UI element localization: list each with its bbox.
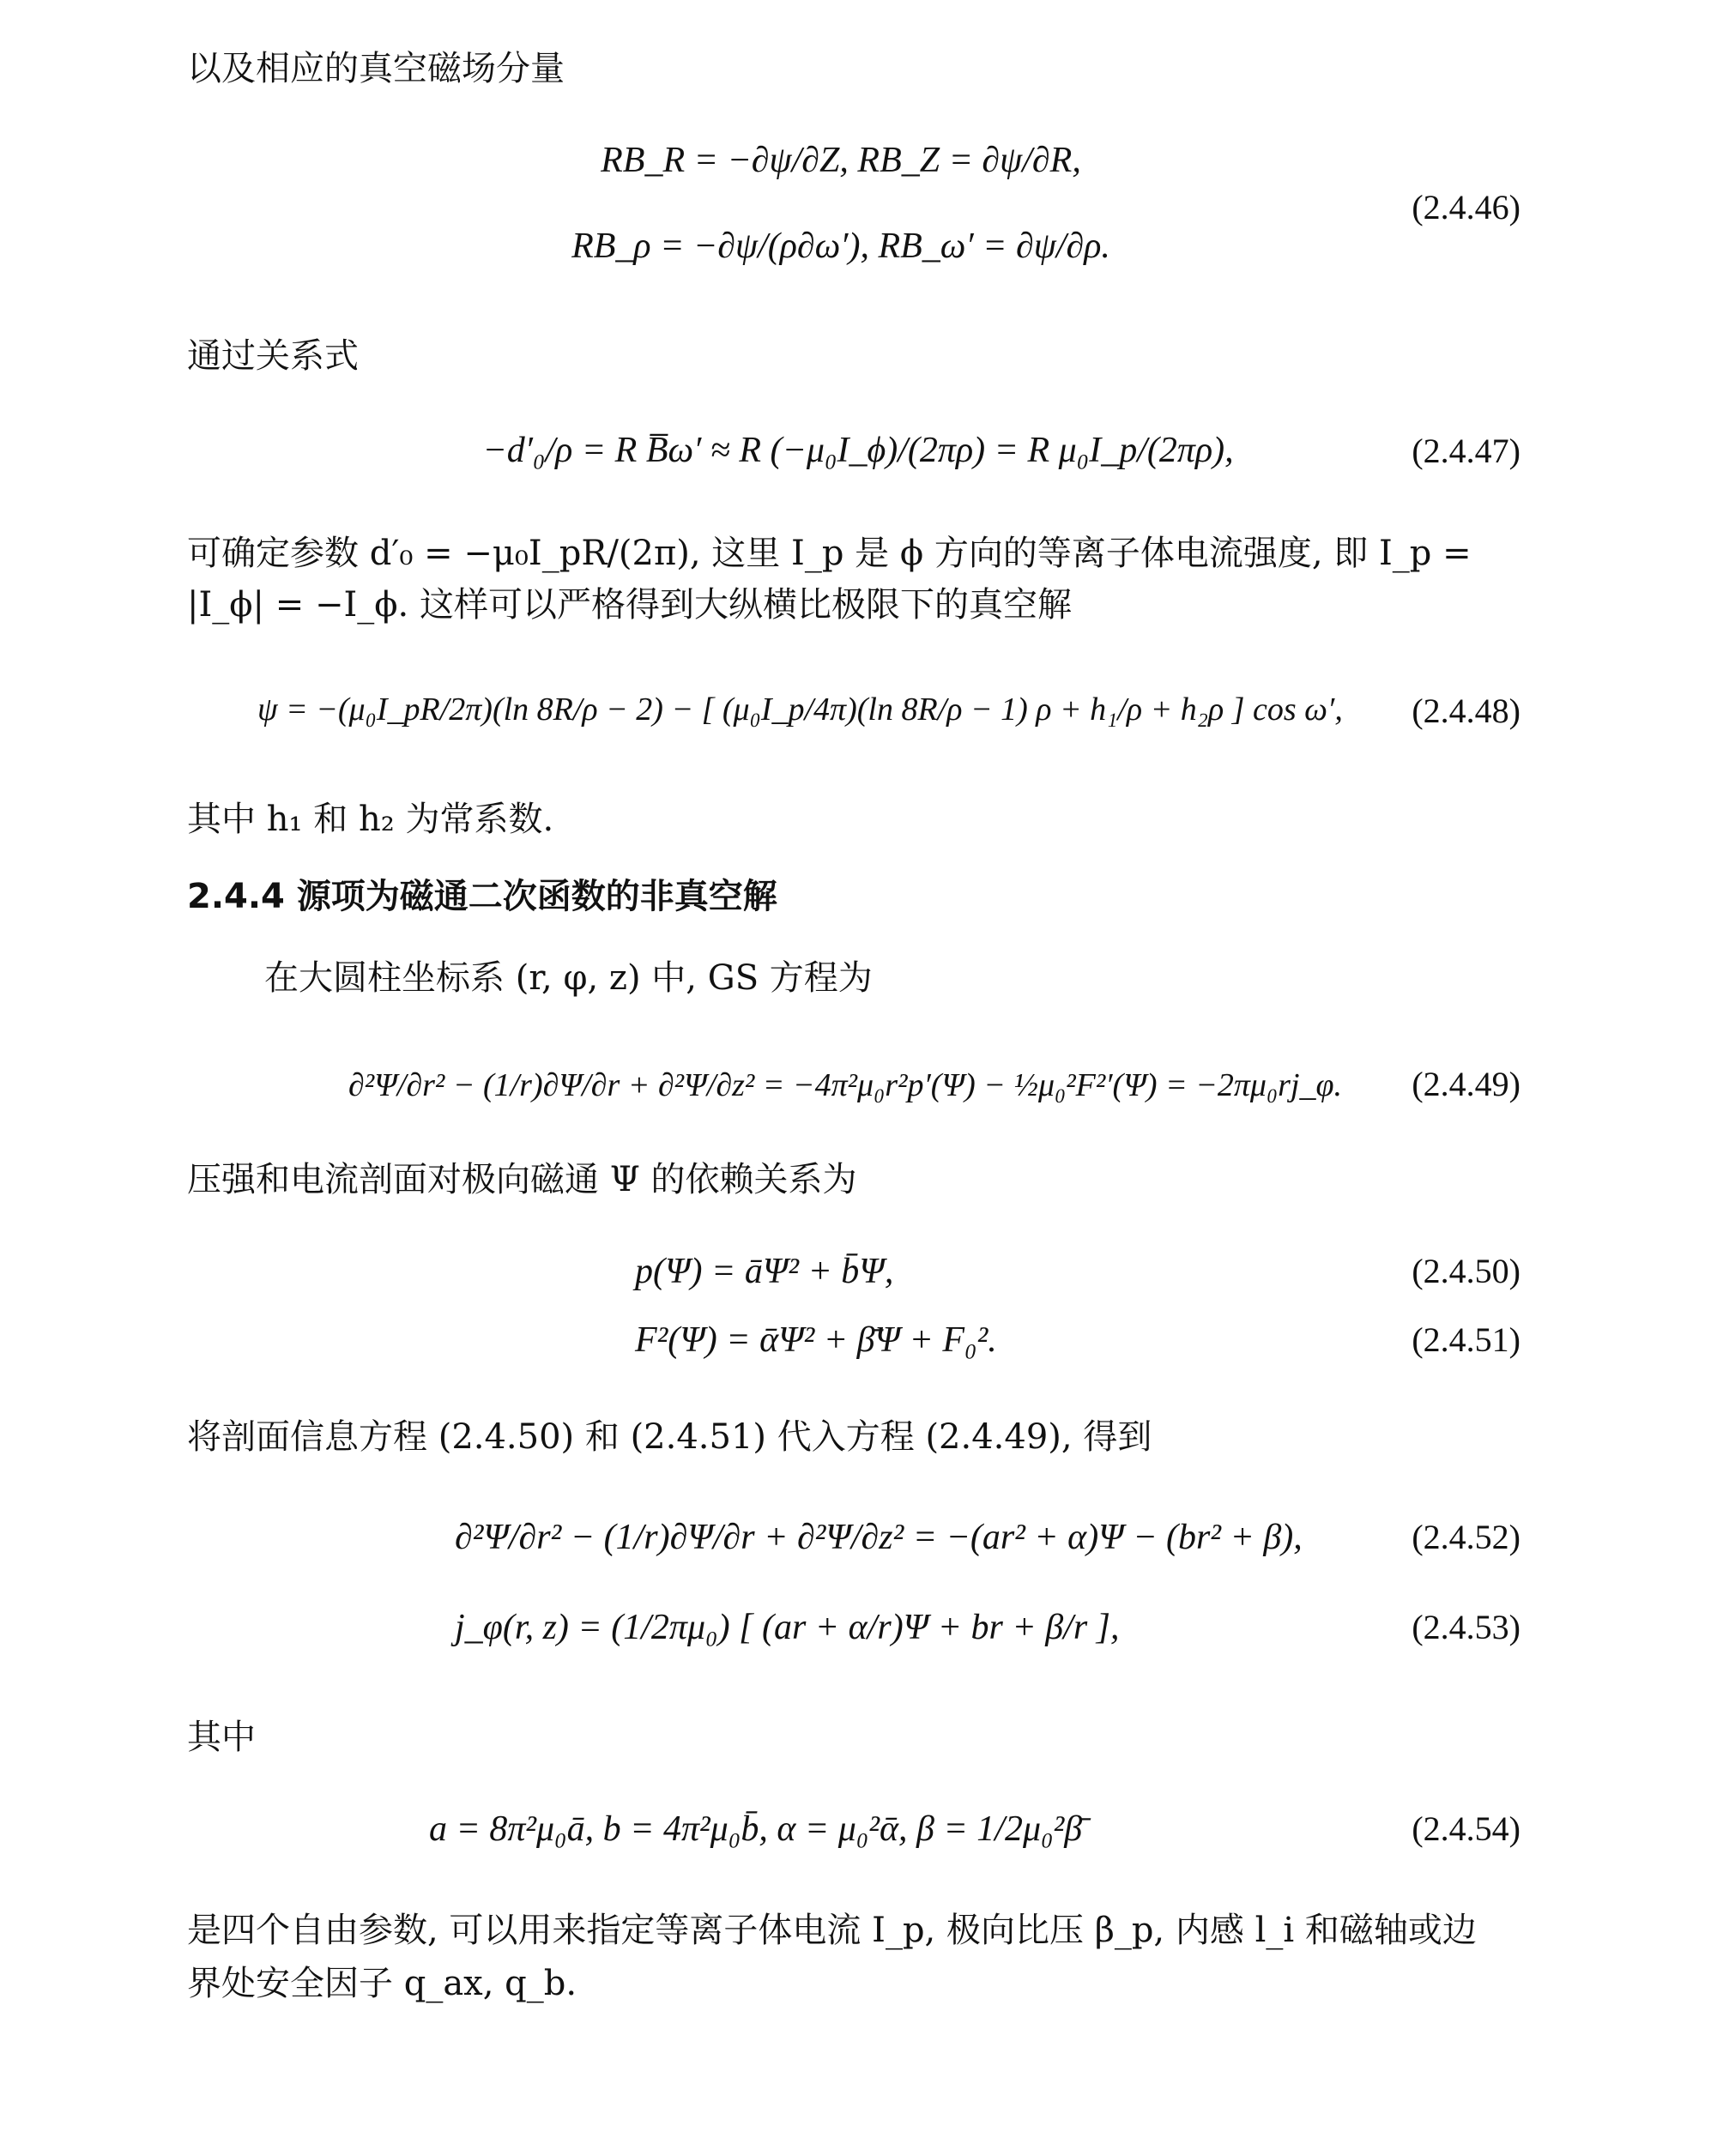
equation-number-2-4-54: (2.4.54) — [1412, 1809, 1520, 1848]
equation-number-2-4-53: (2.4.53) — [1412, 1608, 1520, 1646]
constants-note: 其中 h₁ 和 h₂ 为常系数. — [187, 800, 554, 839]
intro-text: 以及相应的真空磁场分量 — [187, 49, 565, 88]
equation-number-2-4-48: (2.4.48) — [1412, 691, 1520, 730]
relation-intro-text: 通过关系式 — [187, 336, 359, 376]
final-paragraph-line-1: 是四个自由参数, 可以用来指定等离子体电流 I_p, 极向比压 β_p, 内感 l_i 和磁轴或边 — [187, 1911, 1477, 1950]
where-text: 其中 — [187, 1718, 256, 1757]
equation-number-2-4-52: (2.4.52) — [1412, 1518, 1520, 1556]
equation-number-2-4-49: (2.4.49) — [1412, 1065, 1520, 1103]
profile-intro-text: 压强和电流剖面对极向磁通 Ψ 的依赖关系为 — [187, 1160, 857, 1199]
equation-2-4-48: ψ = −(μ₀I_pR/2π)(ln 8R/ρ − 2) − [ (μ₀I_p/4π)(ln 8R/ρ − 1) ρ + h₁/ρ + h₂ρ ] cos ω′, — [257, 691, 1343, 728]
equation-2-4-52: ∂²Ψ/∂r² − (1/r)∂Ψ/∂r + ∂²Ψ/∂z² = −(ar² + α)Ψ − (br² + β), — [455, 1518, 1303, 1557]
equation-2-4-50: p(Ψ) = āΨ² + b̄Ψ, — [635, 1252, 894, 1291]
equation-2-4-53: j_φ(r, z) = (1/2πμ₀) [ (ar + α/r)Ψ + br + β/r ], — [455, 1608, 1120, 1647]
equation-2-4-51: F²(Ψ) = ᾱΨ² + β̄Ψ + F₀². — [635, 1320, 997, 1360]
equation-number-2-4-51: (2.4.51) — [1412, 1320, 1520, 1359]
equation-2-4-47: −d′₀/ρ = R B̅ω′ ≈ R (−μ₀I_ϕ)/(2πρ) = R μ₀I_p/(2πρ), — [482, 431, 1234, 470]
substitution-text: 将剖面信息方程 (2.4.50) 和 (2.4.51) 代入方程 (2.4.49), 得到 — [187, 1417, 1152, 1457]
final-paragraph-line-2: 界处安全因子 q_ax, q_b. — [187, 1964, 577, 2003]
paragraph-1-line-1: 可确定参数 d′₀ = −μ₀I_pR/(2π), 这里 I_p 是 ϕ 方向的等离子体电流强度, 即 I_p = — [187, 534, 1472, 573]
equation-number-2-4-47: (2.4.47) — [1412, 432, 1520, 470]
paragraph-1-line-2: |I_ϕ| = −I_ϕ. 这样可以严格得到大纵横比极限下的真空解 — [187, 585, 1072, 625]
section-heading: 2.4.4 源项为磁通二次函数的非真空解 — [187, 877, 777, 916]
equation-2-4-46-line-1: RB_R = −∂ψ/∂Z, RB_Z = ∂ψ/∂R, — [601, 141, 1081, 180]
equation-number-2-4-50: (2.4.50) — [1412, 1252, 1520, 1290]
gs-intro-text: 在大圆柱坐标系 (r, φ, z) 中, GS 方程为 — [264, 958, 873, 998]
equation-2-4-49: ∂²Ψ/∂r² − (1/r)∂Ψ/∂r + ∂²Ψ/∂z² = −4π²μ₀r²p′(Ψ) − ½μ₀²F²′(Ψ) = −2πμ₀rj_φ. — [348, 1067, 1343, 1103]
equation-number-2-4-46: (2.4.46) — [1412, 188, 1520, 226]
equation-2-4-46-line-2: RB_ρ = −∂ψ/(ρ∂ω′), RB_ω′ = ∂ψ/∂ρ. — [571, 226, 1110, 266]
equation-2-4-54: a = 8π²μ₀ā, b = 4π²μ₀b̄, α = μ₀²ᾱ, β = 1/2μ₀²β̄ — [429, 1809, 1083, 1849]
